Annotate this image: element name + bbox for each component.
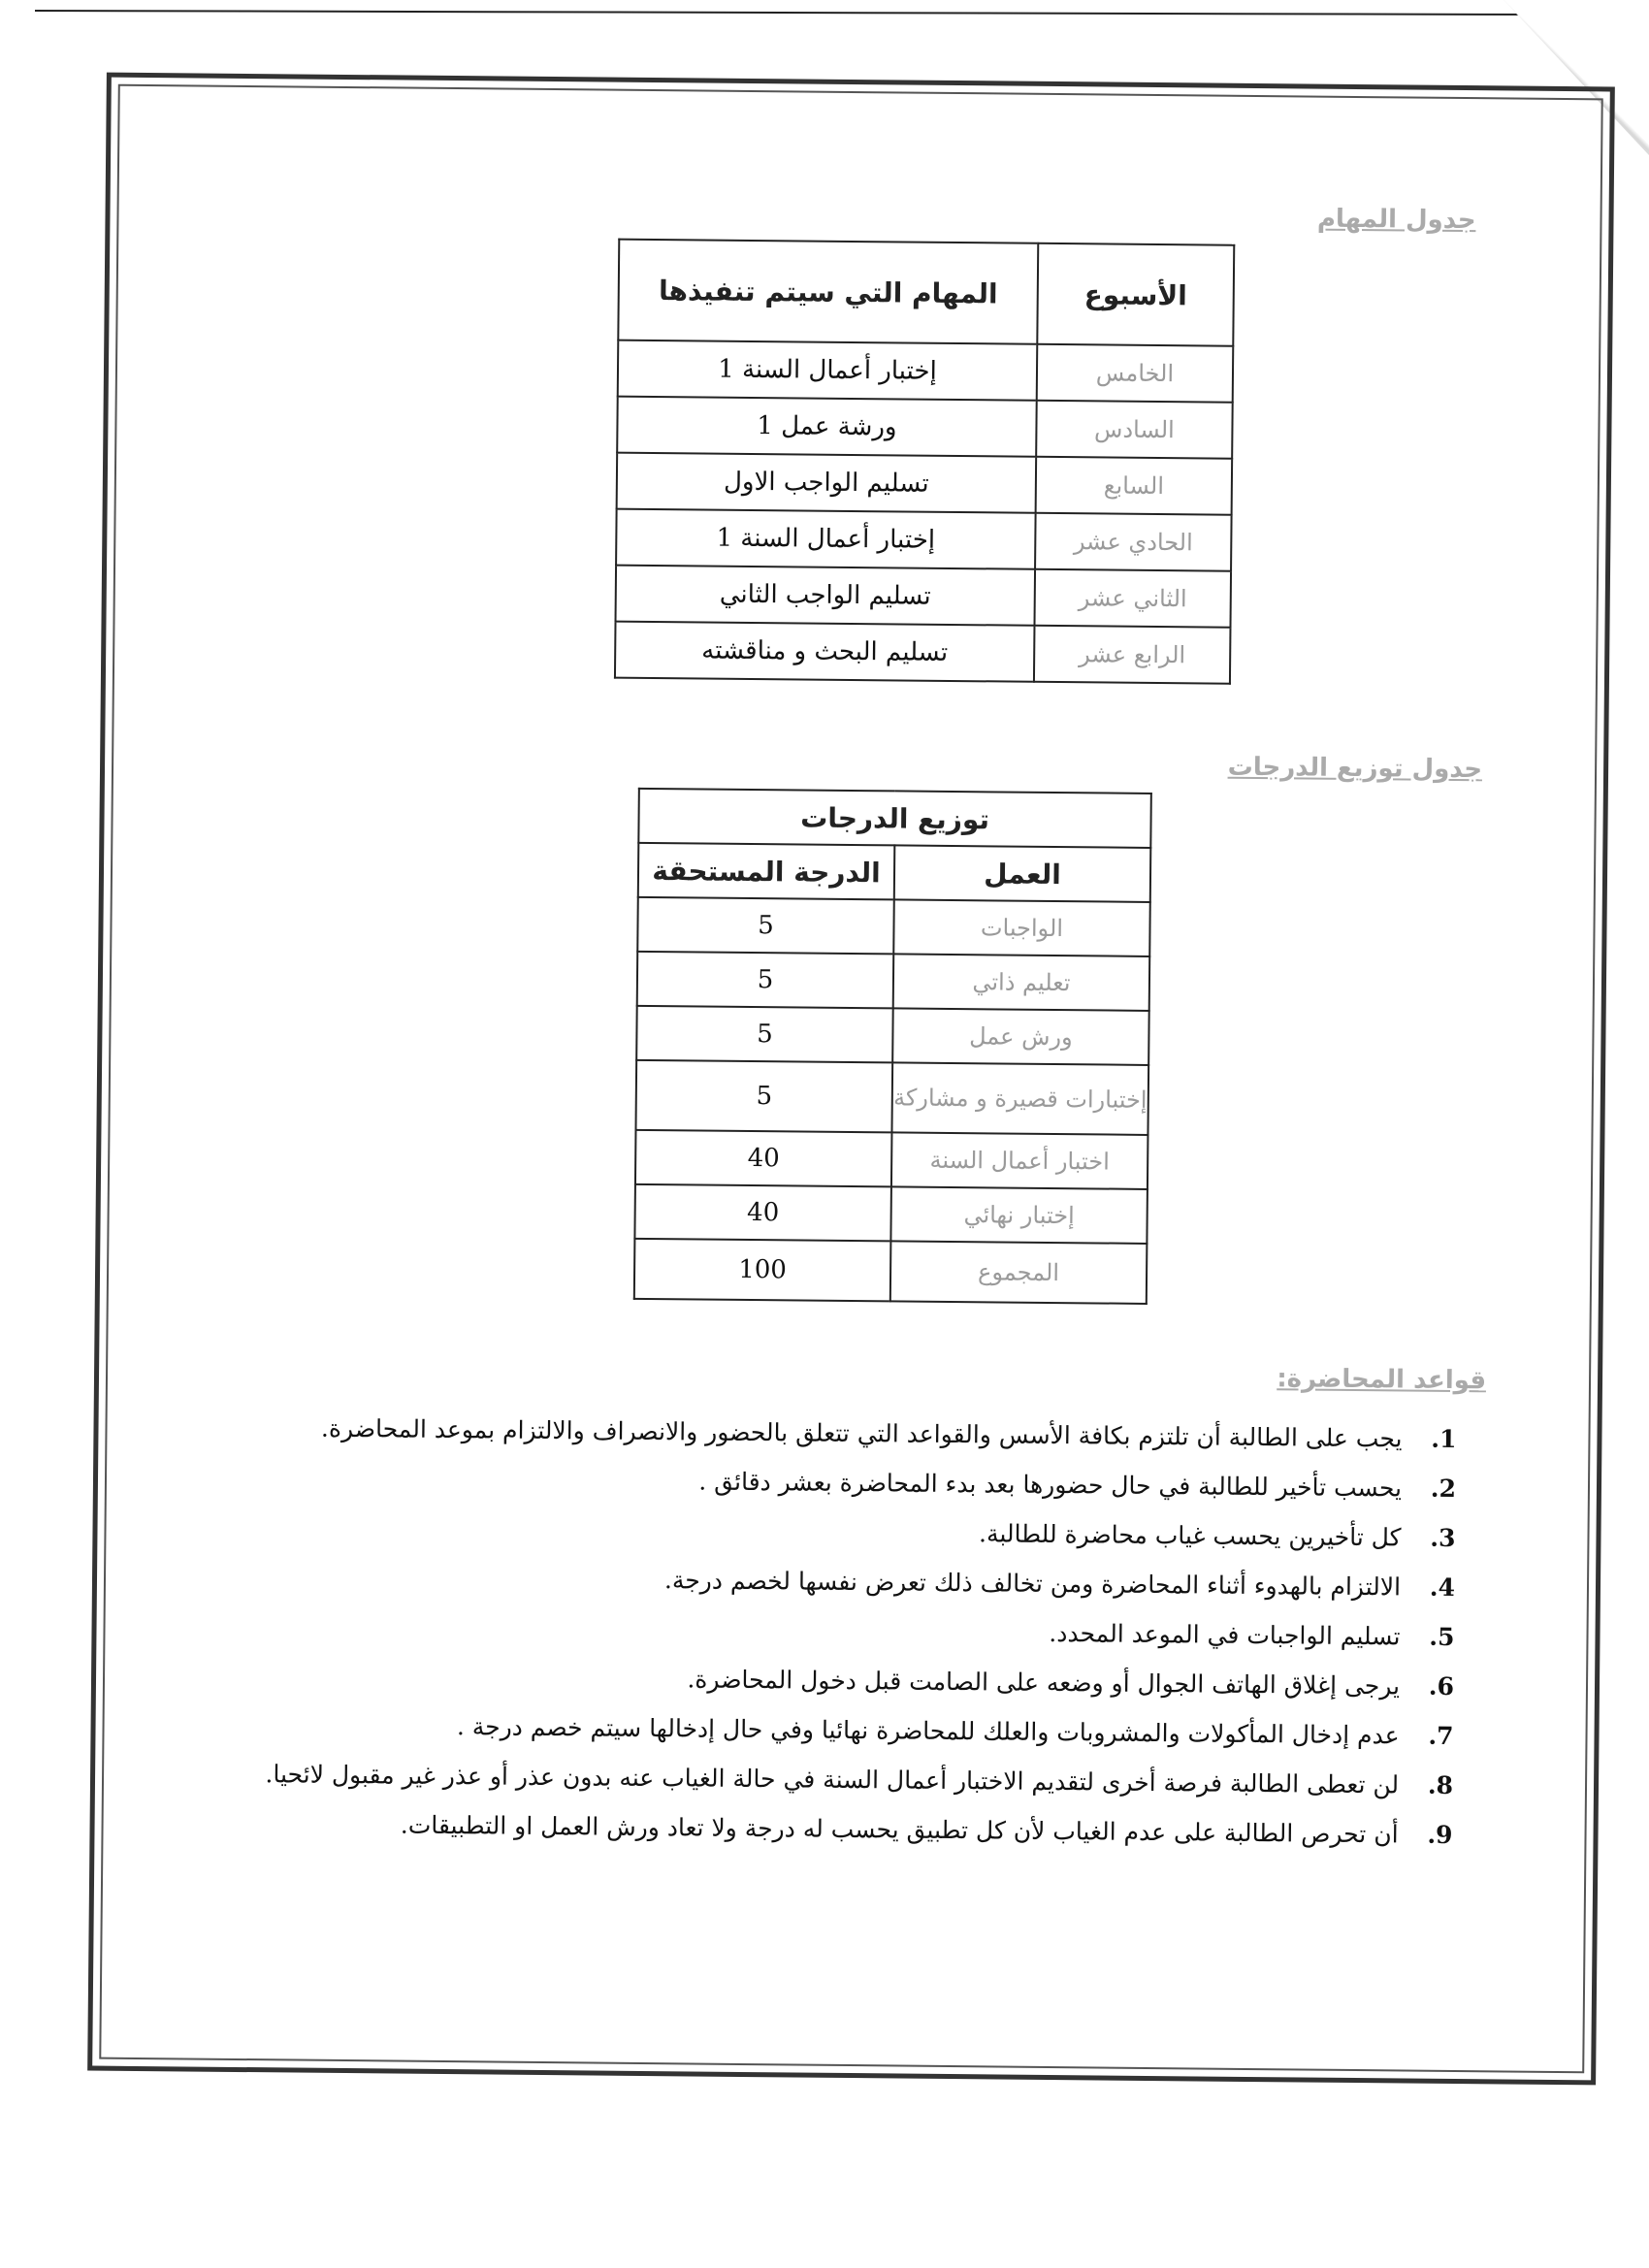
tasks-table bbox=[614, 239, 1235, 685]
list-item: 5. تسليم الواجبات في الموعد المحدد. bbox=[1049, 1618, 1455, 1651]
grades-table-title: توزيع الدرجات bbox=[638, 789, 1151, 848]
week-cell: الحادي عشر bbox=[1035, 513, 1232, 571]
rules-list bbox=[113, 1411, 1456, 1869]
rule-text: لن تعطى الطالبة فرصة أخرى لتقديم الاختبار أعمال السنة في حالة الغياب عنه بدون عذر أو عذر غير مقبول لائحيا. bbox=[265, 1760, 1400, 1799]
list-item: 9. أن تحرص الطالبة على عدم الغياب لأن كل تطبيق يحسب له درجة ولا تعاد ورش العمل او التطبيقات. bbox=[400, 1810, 1453, 1849]
grade-cell: 40 bbox=[635, 1130, 892, 1187]
table-row bbox=[617, 453, 1233, 515]
grades-table bbox=[633, 788, 1152, 1305]
table-row bbox=[635, 1130, 1148, 1189]
task-cell: ورشة عمل 1 bbox=[617, 397, 1037, 457]
task-column-header: المهام التي سيتم تنفيذها bbox=[618, 240, 1038, 344]
table-row bbox=[634, 1239, 1148, 1304]
task-cell: تسليم الواجب الثاني bbox=[616, 566, 1036, 626]
table-row bbox=[634, 1184, 1148, 1244]
table-row bbox=[616, 566, 1232, 628]
grades-section-title: جدول توزيع الدرجات bbox=[1227, 752, 1483, 785]
rule-text: عدم إدخال المأكولات والمشروبات والعلك للمحاضرة نهائيا وفي حال إدخالها سيتم خصم درجة . bbox=[456, 1712, 1400, 1750]
list-item: 2. يحسب تأخير للطالبة في حال حضورها بعد بدء المحاضرة بعشر دقائق . bbox=[698, 1467, 1457, 1504]
grade-column-header: الدرجة المستحقة bbox=[638, 843, 895, 900]
tasks-table-header bbox=[618, 240, 1234, 346]
week-cell: الرابع عشر bbox=[1034, 626, 1231, 684]
grade-cell: 5 bbox=[636, 1006, 893, 1063]
grades-table-title-row bbox=[638, 789, 1151, 848]
week-column-header: الأسبوع bbox=[1037, 243, 1234, 346]
rule-text: الالتزام بالهدوء أثناء المحاضرة ومن تخالف ذلك تعرض نفسها لخصم درجة. bbox=[663, 1566, 1402, 1602]
grade-cell: 40 bbox=[634, 1184, 891, 1242]
task-cell: تسليم الواجب الاول bbox=[617, 453, 1037, 513]
task-cell: إختبار أعمال السنة 1 bbox=[618, 340, 1038, 401]
rule-text: أن تحرص الطالبة على عدم الغياب لأن كل تطبيق يحسب له درجة ولا تعاد ورش العمل او التطبيقات. bbox=[400, 1810, 1399, 1849]
tasks-section-title: جدول المهام bbox=[1316, 204, 1476, 236]
work-cell: الواجبات bbox=[893, 899, 1150, 956]
task-cell: تسليم البحث و مناقشته bbox=[615, 622, 1035, 682]
rule-text: كل تأخيرين يحسب غياب محاضرة للطالبة. bbox=[978, 1519, 1402, 1552]
grade-cell: 5 bbox=[637, 952, 894, 1009]
grade-cell: 100 bbox=[634, 1239, 891, 1302]
list-item: 7. عدم إدخال المأكولات والمشروبات والعلك للمحاضرة نهائيا وفي حال إدخالها سيتم خصم درجة . bbox=[456, 1712, 1454, 1750]
rule-text: يرجى إغلاق الهاتف الجوال أو وضعه على الصامت قبل دخول المحاضرة. bbox=[687, 1665, 1401, 1701]
list-item: 1. يجب على الطالبة أن تلتزم بكافة الأسس والقواعد التي تتعلق بالحضور والانصراف والالتزام بموعد المحاضرة. bbox=[320, 1413, 1457, 1454]
rules-section-title: قواعد المحاضرة: bbox=[1277, 1364, 1487, 1396]
top-scan-edge bbox=[35, 10, 1548, 16]
rule-text: يجب على الطالبة أن تلتزم بكافة الأسس والقواعد التي تتعلق بالحضور والانصراف والالتزام بموعد المحاضرة. bbox=[320, 1413, 1403, 1453]
table-row bbox=[617, 397, 1233, 459]
work-cell: المجموع bbox=[890, 1241, 1148, 1304]
work-cell: ورش عمل bbox=[892, 1008, 1149, 1065]
task-cell: إختبار أعمال السنة 1 bbox=[616, 509, 1036, 569]
week-cell: السادس bbox=[1036, 401, 1233, 459]
table-row bbox=[616, 509, 1232, 571]
list-item: 4. الالتزام بالهدوء أثناء المحاضرة ومن تخالف ذلك تعرض نفسها لخصم درجة. bbox=[663, 1566, 1456, 1602]
list-item: 6. يرجى إغلاق الهاتف الجوال أو وضعه على الصامت قبل دخول المحاضرة. bbox=[687, 1665, 1455, 1701]
table-row bbox=[637, 952, 1150, 1011]
list-item: 3. كل تأخيرين يحسب غياب محاضرة للطالبة. bbox=[978, 1519, 1456, 1553]
rule-text: يحسب تأخير للطالبة في حال حضورها بعد بدء المحاضرة بعشر دقائق . bbox=[698, 1467, 1403, 1503]
table-row bbox=[618, 340, 1234, 403]
work-cell: إختبار نهائي bbox=[890, 1186, 1148, 1244]
week-cell: الثاني عشر bbox=[1034, 569, 1231, 628]
week-cell: الخامس bbox=[1037, 344, 1234, 403]
week-cell: السابع bbox=[1036, 457, 1233, 515]
work-cell: اختبار أعمال السنة bbox=[891, 1132, 1148, 1189]
list-item: 8. لن تعطى الطالبة فرصة أخرى لتقديم الاختبار أعمال السنة في حالة الغياب عنه بدون عذر أو عذر غير مقبول لائحيا. bbox=[265, 1760, 1454, 1799]
work-column-header: العمل bbox=[894, 845, 1151, 902]
document-content bbox=[87, 73, 1615, 2086]
table-row bbox=[636, 1006, 1149, 1065]
table-row bbox=[635, 1060, 1148, 1135]
grades-table-header bbox=[638, 843, 1151, 902]
grade-cell: 5 bbox=[635, 1060, 892, 1133]
table-row bbox=[615, 622, 1231, 684]
work-cell: تعليم ذاتي bbox=[893, 954, 1150, 1011]
rule-text: تسليم الواجبات في الموعد المحدد. bbox=[1049, 1618, 1401, 1651]
table-row bbox=[637, 897, 1150, 956]
work-cell: إختبارات قصيرة و مشاركة bbox=[891, 1062, 1148, 1135]
grade-cell: 5 bbox=[637, 897, 894, 955]
